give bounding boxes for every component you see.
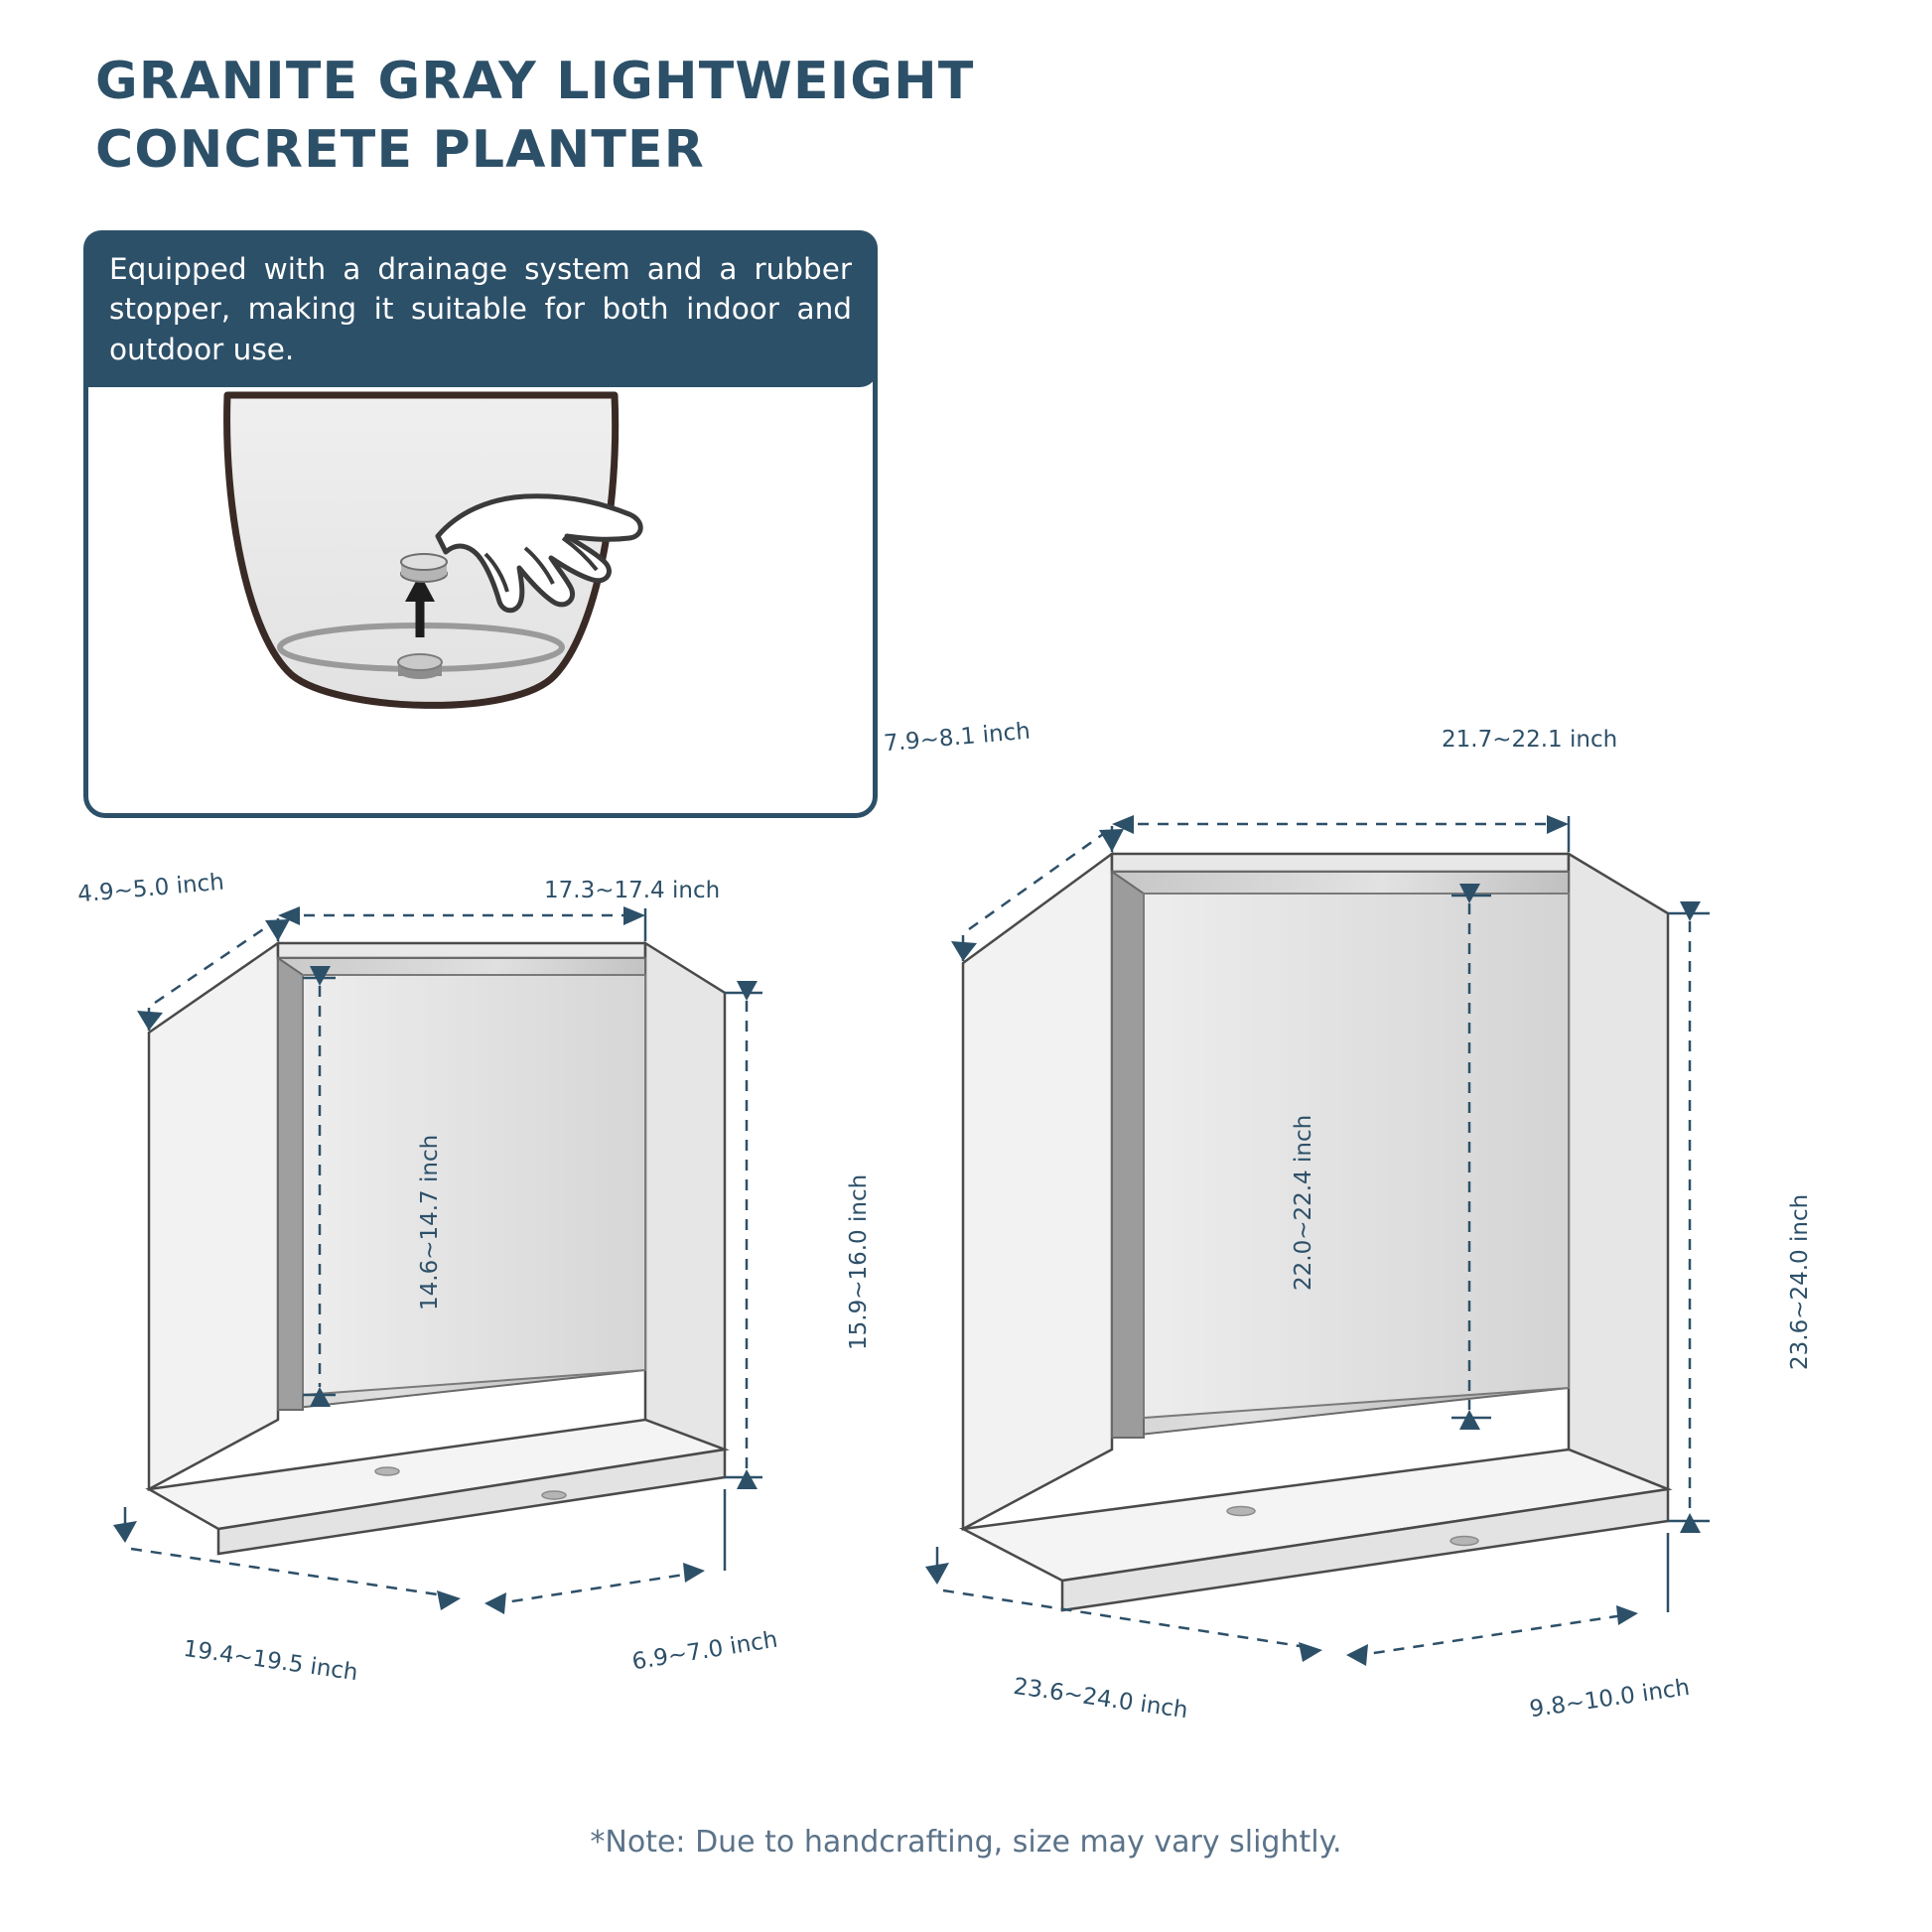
feature-callout-card — [83, 230, 878, 818]
page-title: GRANITE GRAY LIGHTWEIGHT CONCRETE PLANTER — [95, 52, 975, 180]
callout-text: Equipped with a drainage system and a rubber stopper, making it suitable for both indoor and outdoor use. — [83, 230, 878, 387]
small-outer-height-label: 15.9~16.0 inch — [846, 1173, 872, 1350]
small-base-width-label: 19.4~19.5 inch — [182, 1635, 360, 1687]
large-base-depth-label: 9.8~10.0 inch — [1527, 1674, 1692, 1724]
large-base-width-label: 23.6~24.0 inch — [1012, 1673, 1190, 1725]
drainage-stopper-illustration — [88, 387, 873, 809]
size-variation-note: *Note: Due to handcrafting, size may vary slightly. — [590, 1825, 1342, 1860]
large-inner-height-label: 22.0~22.4 inch — [1291, 1114, 1316, 1291]
dimension-diagrams — [0, 718, 1932, 1787]
small-top-depth-label: 4.9~5.0 inch — [76, 869, 225, 908]
large-top-depth-label: 7.9~8.1 inch — [883, 718, 1032, 758]
small-top-width-label: 17.3~17.4 inch — [544, 878, 721, 903]
large-planter-drawing — [923, 774, 1837, 1708]
small-base-depth-label: 6.9~7.0 inch — [629, 1626, 780, 1676]
small-inner-height-label: 14.6~14.7 inch — [417, 1134, 443, 1311]
large-outer-height-label: 23.6~24.0 inch — [1787, 1193, 1813, 1370]
large-top-width-label: 21.7~22.1 inch — [1442, 727, 1618, 753]
